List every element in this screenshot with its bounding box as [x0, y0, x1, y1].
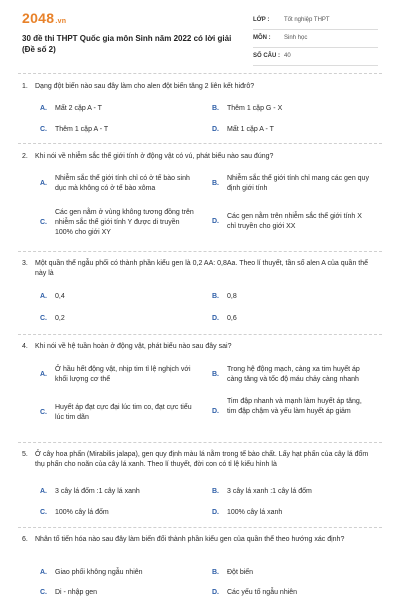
- meta-row-question-count: [253, 48, 378, 66]
- meta-row-subject: [253, 30, 378, 48]
- option-letter: C.: [40, 409, 47, 416]
- option-text: 3 cây lá đốm :1 cây lá xanh: [55, 488, 140, 495]
- option-letter: A.: [40, 488, 47, 495]
- question-number: 6.: [22, 536, 28, 543]
- option-letter: A.: [40, 180, 47, 187]
- divider: [18, 442, 382, 443]
- meta-row-class: [253, 12, 378, 30]
- question-text: Một quần thể ngẫu phối có thành phần kiểu gen là 0,2 AA: 0,8Aa. Theo lí thuyết, tần số alen A của quần thể này là: [35, 260, 369, 277]
- option-letter: A.: [40, 569, 47, 576]
- document-title: 30 đề thi THPT Quốc gia môn Sinh năm 2022 có lời giải (Đề số 2): [22, 34, 232, 54]
- meta-label: SỐ CÂU :: [253, 53, 280, 59]
- option-text: Huyết áp đạt cực đại lúc tim co, đạt cực tiểu lúc tim dãn: [55, 404, 192, 421]
- divider: [18, 527, 382, 528]
- site-logo[interactable]: 2048.vn: [22, 10, 67, 26]
- question-text: Dạng đột biến nào sau đây làm cho alen đột biến tăng 2 liên kết hiđrô?: [35, 83, 255, 90]
- option-text: Di - nhập gen: [55, 589, 98, 596]
- option-letter: C.: [40, 315, 47, 322]
- option-letter: C.: [40, 509, 47, 516]
- divider: [18, 143, 382, 144]
- question-number: 1.: [22, 83, 28, 90]
- question-text: Nhân tố tiến hóa nào sau đây làm biến đổi thành phần kiểu gen của quần thể theo hướng xác định?: [35, 536, 345, 543]
- option-text: 0,4: [55, 293, 65, 300]
- option-letter: C.: [40, 126, 47, 133]
- option-letter: A.: [40, 105, 47, 112]
- divider: [18, 334, 382, 335]
- question-number: 2.: [22, 153, 28, 160]
- question-number: 4.: [22, 343, 28, 350]
- question-text: Khi nói về nhiễm sắc thể giới tính ở động vật có vú, phát biểu nào sau đúng?: [35, 153, 274, 160]
- option-letter: C.: [40, 219, 47, 226]
- option-letter: B.: [212, 488, 219, 495]
- option-letter: D.: [212, 408, 219, 415]
- question-text: Khi nói về hệ tuần hoàn ở động vật, phát biểu nào sau đây sai?: [35, 343, 232, 350]
- option-text: 100% cây lá đốm: [55, 509, 109, 516]
- option-text: Mất 2 cặp A - T: [55, 105, 102, 112]
- option-letter: D.: [212, 126, 219, 133]
- document-meta: [253, 12, 378, 66]
- option-text: Các gen nằm trên nhiễm sắc thể giới tính X chỉ truyền cho giới XX: [227, 213, 362, 230]
- meta-value: Sinh học: [284, 35, 308, 41]
- option-text: Đột biến: [227, 569, 254, 576]
- option-text: Mất 1 cặp A - T: [227, 126, 274, 133]
- option-text: Nhiễm sắc thể giới tính chỉ có ở tế bào sinh dục mà không có ở tế bào xôma: [55, 175, 190, 192]
- meta-label: MÔN :: [253, 35, 271, 41]
- option-text: Trong hệ động mạch, càng xa tim huyết áp càng tăng và tốc độ máu chảy càng nhanh: [227, 366, 360, 383]
- option-text: 0,2: [55, 315, 65, 322]
- option-letter: B.: [212, 371, 219, 378]
- option-letter: B.: [212, 105, 219, 112]
- option-text: 3 cây lá xanh :1 cây lá đốm: [227, 488, 312, 495]
- meta-value: Tốt nghiệp THPT: [284, 17, 330, 23]
- option-text: Các yếu tố ngẫu nhiên: [227, 589, 298, 596]
- option-text: Giao phối không ngẫu nhiên: [55, 569, 143, 576]
- option-text: Nhiễm sắc thể giới tính chỉ mang các gen quy định giới tính: [227, 175, 369, 192]
- question-number: 3.: [22, 260, 28, 267]
- option-letter: D.: [212, 218, 219, 225]
- meta-value: 40: [284, 53, 291, 59]
- document-header: [0, 0, 400, 90]
- option-letter: D.: [212, 315, 219, 322]
- divider: [18, 73, 382, 74]
- option-text: Ở hầu hết động vật, nhịp tim tỉ lệ nghịch với khối lượng cơ thể: [55, 366, 191, 383]
- option-letter: C.: [40, 589, 47, 596]
- option-letter: A.: [40, 293, 47, 300]
- question-number: 5.: [22, 451, 28, 458]
- meta-label: LỚP :: [253, 17, 270, 23]
- divider: [18, 251, 382, 252]
- option-letter: D.: [212, 589, 219, 596]
- question-text: Ở cây hoa phấn (Mirabilis jalapa), gen quy định màu lá nằm trong tế bào chất. Lấy hạt phấn của cây lá đốm thụ phấn cho noãn của cây lá xanh. Theo lí thuyết, đời con có tỉ lệ kiểu hình là: [35, 451, 369, 468]
- option-text: Thêm 1 cặp A - T: [55, 126, 109, 133]
- option-letter: D.: [212, 509, 219, 516]
- option-text: Thêm 1 cặp G - X: [227, 105, 283, 112]
- option-text: 0,8: [227, 293, 237, 300]
- option-letter: B.: [212, 569, 219, 576]
- option-text: Tim đập nhanh và mạnh làm huyết áp tăng, tim đập chậm và yếu làm huyết áp giảm: [227, 398, 362, 415]
- option-letter: B.: [212, 293, 219, 300]
- option-text: Các gen nằm ở vùng không tương đồng trên nhiễm sắc thể giới tính Y được di truyền 100% cho giới XY: [55, 209, 194, 236]
- option-text: 100% cây lá xanh: [227, 509, 283, 516]
- option-letter: A.: [40, 371, 47, 378]
- option-text: 0,6: [227, 315, 237, 322]
- option-letter: B.: [212, 180, 219, 187]
